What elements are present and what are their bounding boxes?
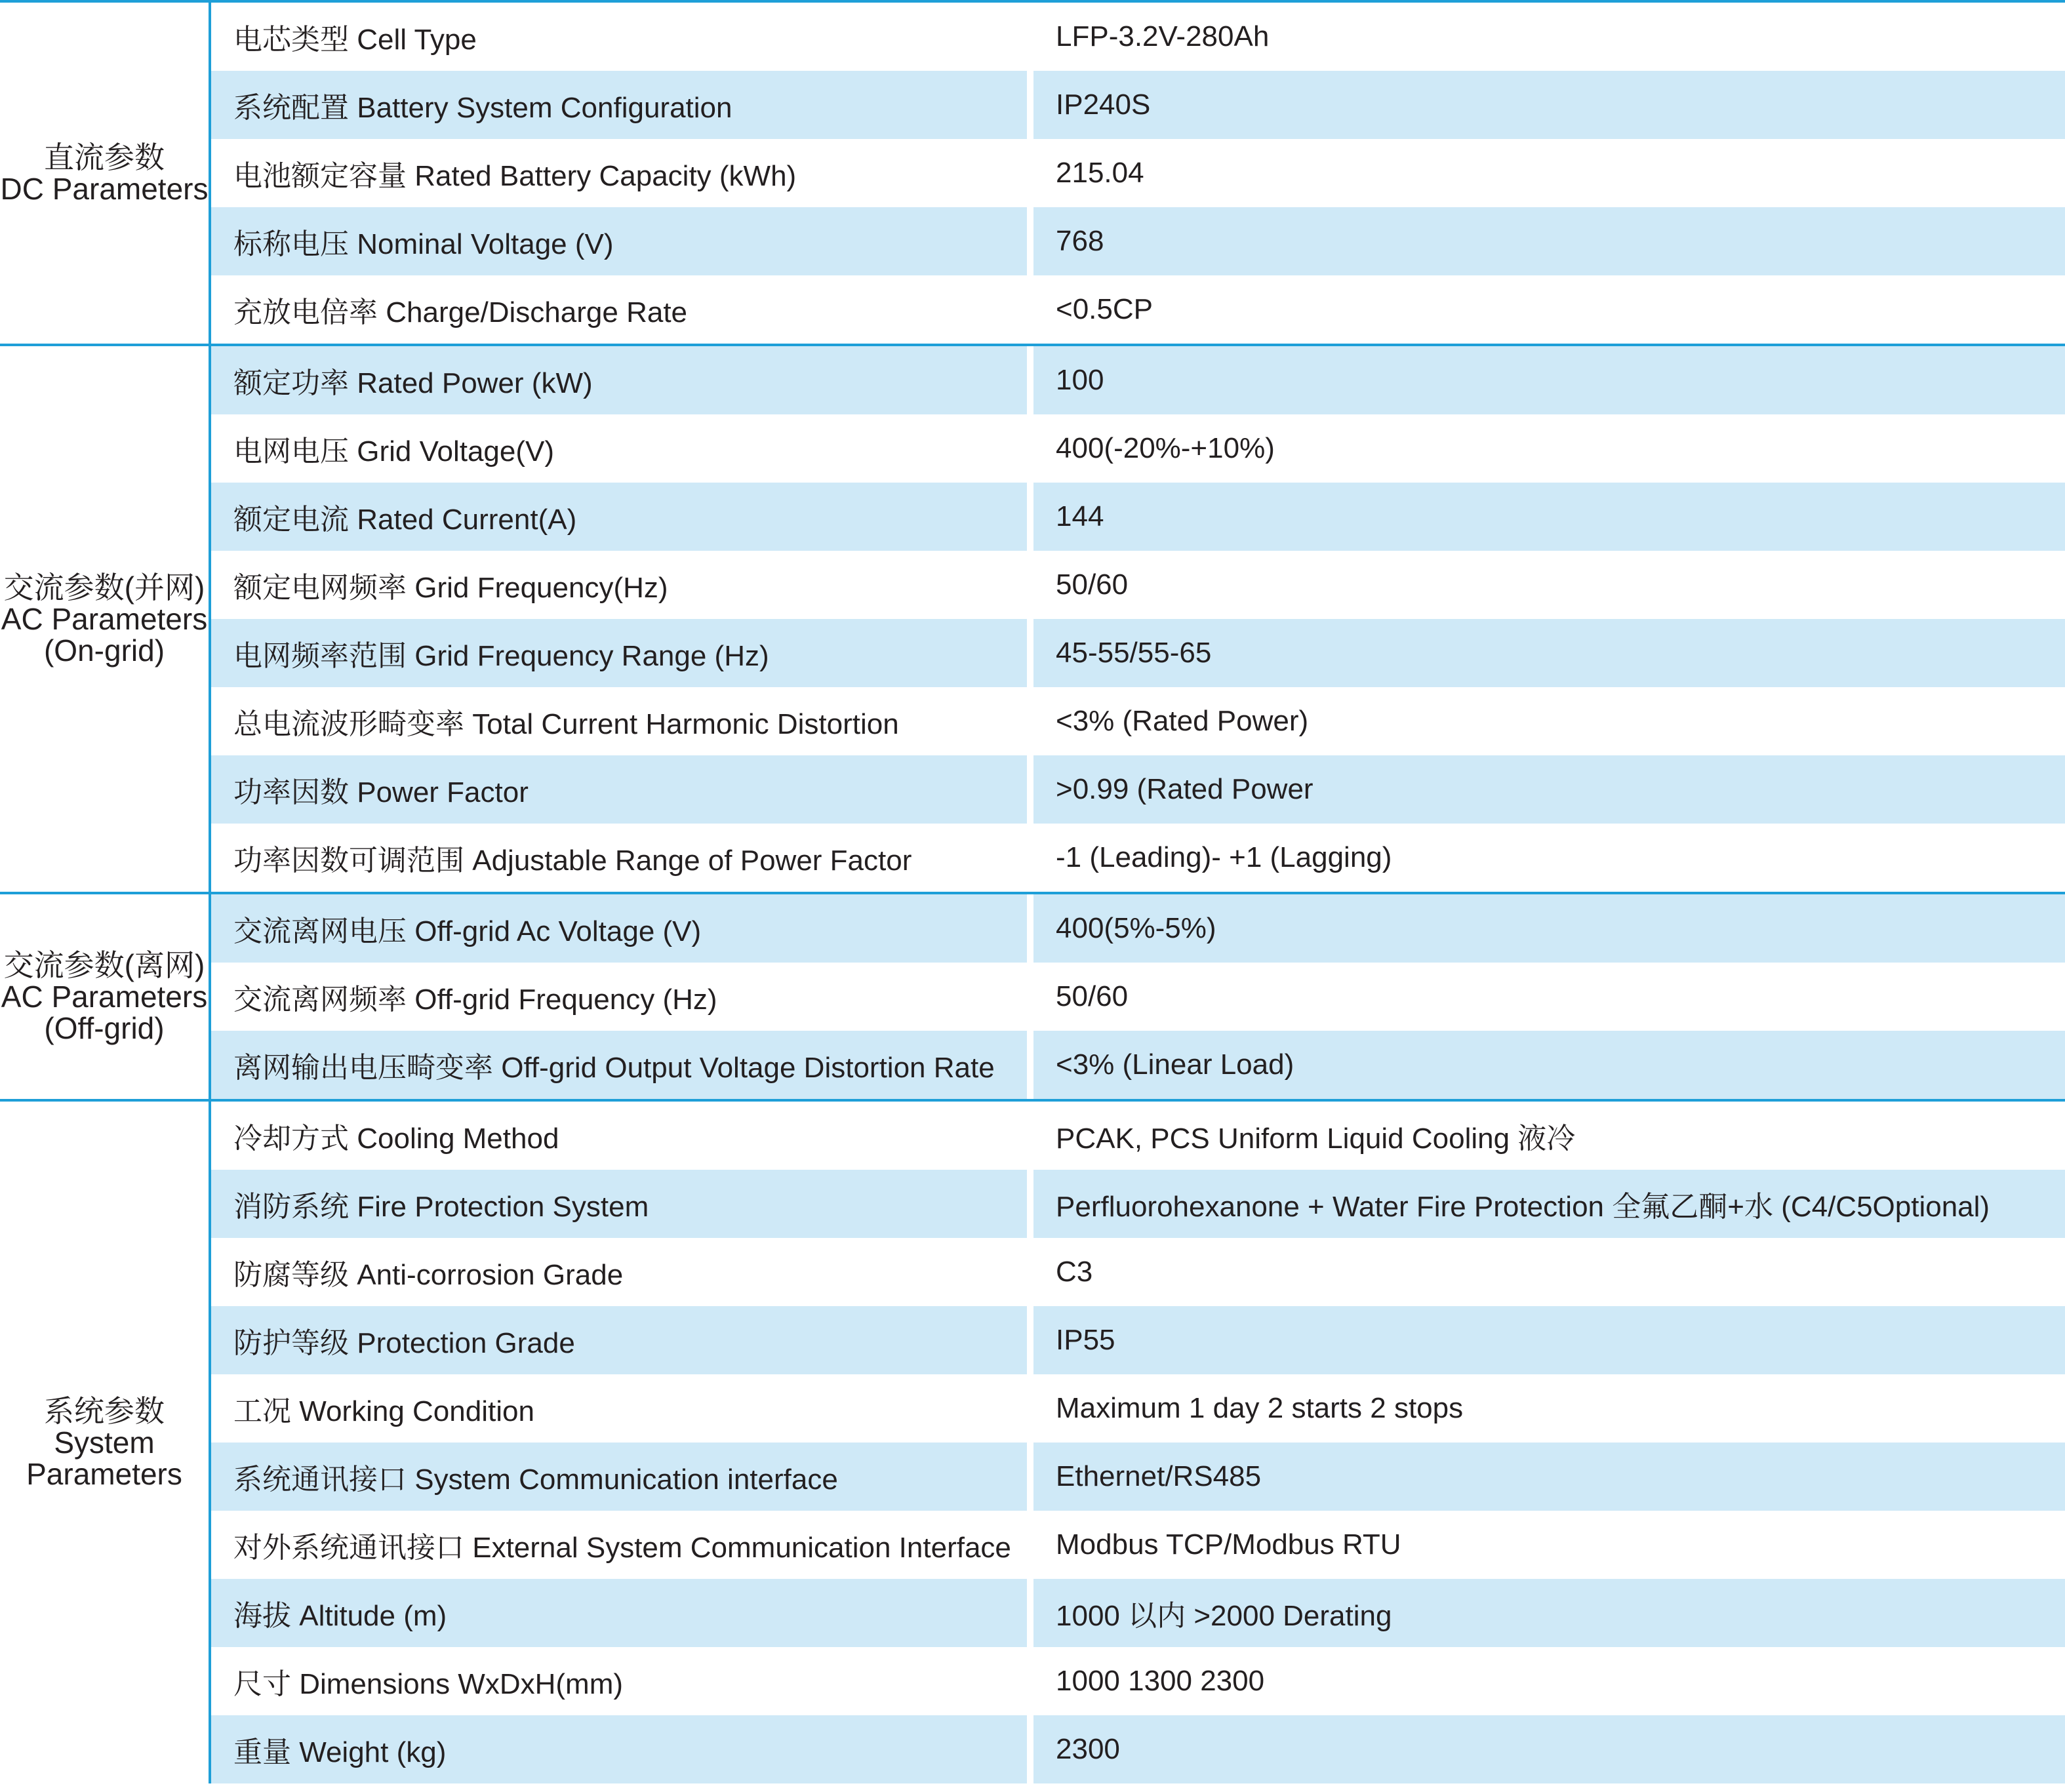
group-system-parameters	[0, 1099, 2065, 1783]
table-row	[211, 3, 2065, 71]
param-value: 2300	[1056, 1733, 1120, 1765]
param-value: LFP-3.2V-280Ah	[1056, 20, 1270, 52]
table-row	[211, 346, 2065, 414]
param-value: 1000 1300 2300	[1056, 1665, 1265, 1697]
param-value: IP240S	[1056, 89, 1151, 121]
param-value: 45-55/55-65	[1056, 637, 1212, 669]
group-rows	[211, 346, 2065, 892]
group-rows	[211, 3, 2065, 344]
table-row	[211, 414, 2065, 483]
group-rows	[211, 894, 2065, 1099]
table-row	[211, 755, 2065, 824]
param-value: IP55	[1056, 1324, 1115, 1356]
group-dc-parameters	[0, 3, 2065, 344]
table-row	[211, 894, 2065, 963]
param-label: 消防系统 Fire Protection System	[211, 1170, 1033, 1238]
param-value: 144	[1056, 500, 1104, 532]
param-label: 防腐等级 Anti-corrosion Grade	[211, 1238, 1033, 1306]
param-label: 离网输出电压畸变率 Off-grid Output Voltage Distortion Rate	[211, 1031, 1033, 1099]
param-label: 海拔 Altitude (m)	[211, 1579, 1033, 1647]
table-row	[211, 824, 2065, 892]
param-value: 768	[1056, 225, 1104, 257]
group-label-en: DC Parameters	[0, 172, 209, 206]
param-value: 215.04	[1056, 157, 1144, 189]
param-value: Perfluorohexanone + Water Fire Protection 全氟乙酮+水 (C4/C5Optional)	[1056, 1191, 1990, 1223]
param-value: -1 (Leading)- +1 (Lagging)	[1056, 841, 1392, 873]
table-row	[211, 1238, 2065, 1306]
param-label: 交流离网频率 Off-grid Frequency (Hz)	[211, 963, 1033, 1031]
param-value: Maximum 1 day 2 starts 2 stops	[1056, 1392, 1464, 1424]
param-label: 防护等级 Protection Grade	[211, 1306, 1033, 1374]
table-row	[211, 1443, 2065, 1511]
param-label: 系统配置 Battery System Configuration	[211, 71, 1033, 139]
group-label-zh: 直流参数	[44, 140, 165, 174]
param-label: 功率因数可调范围 Adjustable Range of Power Factor	[211, 824, 1033, 892]
table-row	[211, 275, 2065, 344]
param-label: 额定电网频率 Grid Frequency(Hz)	[211, 551, 1033, 619]
param-label: 尺寸 Dimensions WxDxH(mm)	[211, 1647, 1033, 1715]
param-value: C3	[1056, 1256, 1093, 1288]
table-row	[211, 551, 2065, 619]
table-row	[211, 1170, 2065, 1238]
table-row	[211, 71, 2065, 139]
table-row	[211, 1647, 2065, 1715]
param-value: 100	[1056, 364, 1104, 396]
param-label: 标称电压 Nominal Voltage (V)	[211, 207, 1033, 275]
param-label: 额定电流 Rated Current(A)	[211, 483, 1033, 551]
param-label: 工况 Working Condition	[211, 1374, 1033, 1443]
table-row	[211, 1031, 2065, 1099]
table-row	[211, 139, 2065, 207]
group-label	[0, 3, 211, 344]
table-row	[211, 619, 2065, 687]
param-value: 1000 以内 >2000 Derating	[1056, 1600, 1392, 1632]
table-row	[211, 963, 2065, 1031]
group-label	[0, 894, 211, 1099]
param-value: <0.5CP	[1056, 293, 1153, 325]
param-label: 电网频率范围 Grid Frequency Range (Hz)	[211, 619, 1033, 687]
param-label: 电网电压 Grid Voltage(V)	[211, 414, 1033, 483]
group-label-zh: 系统参数	[44, 1394, 165, 1428]
param-value: <3% (Rated Power)	[1056, 705, 1309, 737]
group-label-en-sub: (On-grid)	[43, 633, 165, 667]
table-row	[211, 687, 2065, 755]
group-label-en: AC Parameters	[1, 602, 208, 636]
group-label-en: AC Parameters	[1, 980, 208, 1014]
table-row	[211, 1715, 2065, 1783]
param-label: 电池额定容量 Rated Battery Capacity (kWh)	[211, 139, 1033, 207]
table-row	[211, 1579, 2065, 1647]
param-value: Modbus TCP/Modbus RTU	[1056, 1528, 1401, 1561]
group-label-zh: 交流参数(离网)	[3, 948, 205, 982]
param-value: >0.99 (Rated Power	[1056, 773, 1313, 805]
param-label: 额定功率 Rated Power (kW)	[211, 346, 1033, 414]
param-value: 400(-20%-+10%)	[1056, 432, 1275, 464]
param-label: 总电流波形畸变率 Total Current Harmonic Distortion	[211, 687, 1033, 755]
group-label-en-sub: Parameters	[26, 1457, 182, 1491]
table-row	[211, 207, 2065, 275]
group-rows	[211, 1102, 2065, 1783]
param-value: <3% (Linear Load)	[1056, 1048, 1294, 1081]
param-value: PCAK, PCS Uniform Liquid Cooling 液冷	[1056, 1123, 1576, 1155]
table-row	[211, 1102, 2065, 1170]
param-value: Ethernet/RS485	[1056, 1460, 1262, 1492]
table-row	[211, 1306, 2065, 1374]
group-label-zh: 交流参数(并网)	[3, 570, 205, 605]
group-ac-on-grid	[0, 344, 2065, 892]
param-label: 重量 Weight (kg)	[211, 1715, 1033, 1783]
param-label: 交流离网电压 Off-grid Ac Voltage (V)	[211, 894, 1033, 963]
param-label: 功率因数 Power Factor	[211, 755, 1033, 824]
param-value: 400(5%-5%)	[1056, 912, 1216, 944]
table-row	[211, 1511, 2065, 1579]
param-label: 电芯类型 Cell Type	[211, 3, 1033, 71]
group-label-en: System	[54, 1425, 155, 1460]
param-label: 充放电倍率 Charge/Discharge Rate	[211, 275, 1033, 344]
param-label: 对外系统通讯接口 External System Communication Interface	[211, 1511, 1033, 1579]
table-row	[211, 1374, 2065, 1443]
group-ac-off-grid	[0, 892, 2065, 1099]
param-value: 50/60	[1056, 568, 1129, 601]
table-row	[211, 483, 2065, 551]
param-label: 冷却方式 Cooling Method	[211, 1102, 1033, 1170]
group-label-en-sub: (Off-grid)	[44, 1011, 165, 1045]
param-value: 50/60	[1056, 980, 1129, 1012]
group-label	[0, 346, 211, 892]
group-label	[0, 1102, 211, 1783]
param-label: 系统通讯接口 System Communication interface	[211, 1443, 1033, 1511]
